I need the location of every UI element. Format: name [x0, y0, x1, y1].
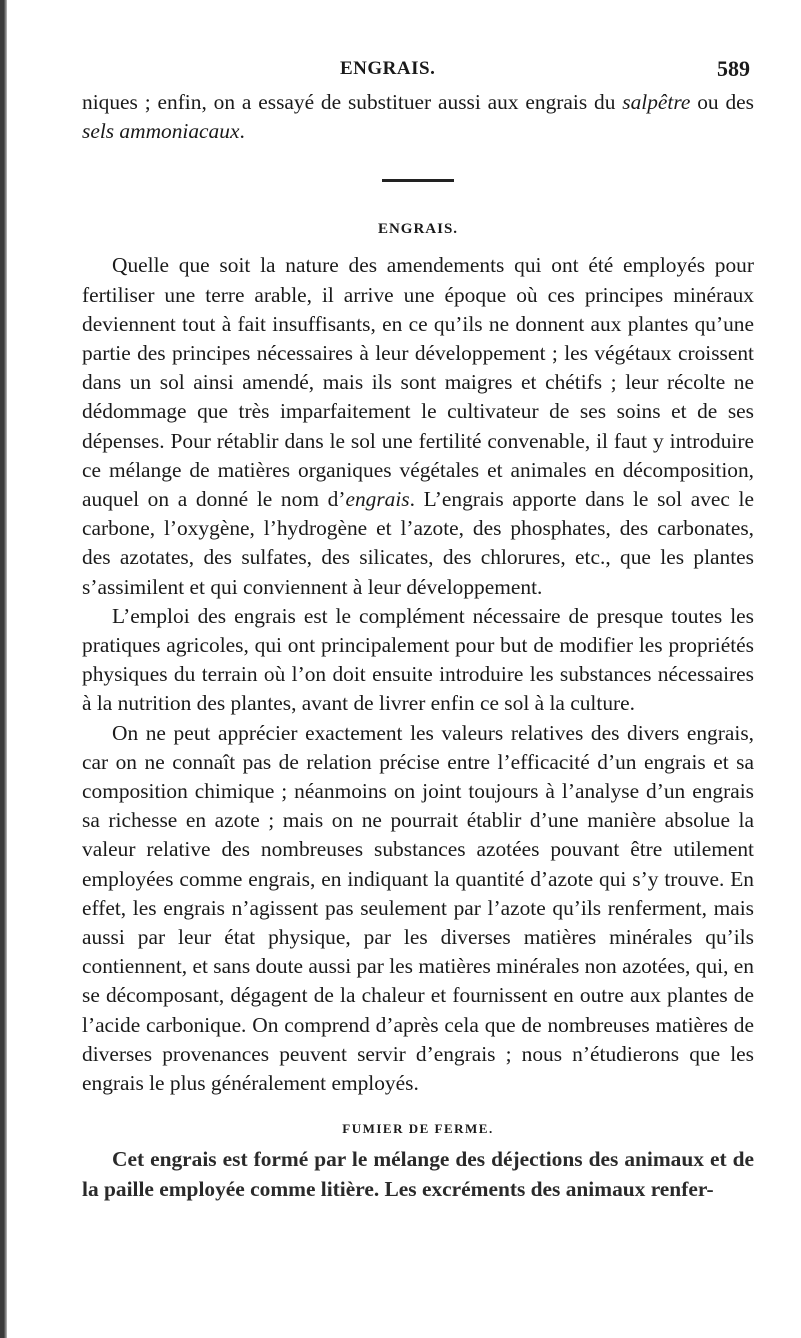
- paragraph-valeurs: On ne peut apprécier exactement les valeurs relatives des divers engrais, car on ne connaît pas de relation précise entre l’efficacité d’un engrais et sa composition chimique ; néanmoins on joint toujours à l’analyse d’un engrais sa richesse en azote ; mais on ne pourrait établir d’une manière absolue la valeur relative des nombreuses substances azotées pouvant être utilement employées comme engrais, en indiquant la quantité d’azote qui s’y trouve. En effet, les engrais n’agissent pas seulement par l’azote qu’ils renferment, mais aussi par leur état physique, par les diverses matières minérales qu’ils contiennent, et sans doute aussi par les matières minérales non azotées, qui, en se décomposant, dégagent de la chaleur et fournissent en outre aux plantes de l’acide carbonique. On comprend d’après cela que de nombreuses matières de diverses provenances peuvent servir d’engrais ; nous n’étudierons que les engrais le plus généralement employés.: [82, 720, 754, 1096]
- running-title: ENGRAIS.: [340, 58, 436, 79]
- term-salpetre: salpêtre: [622, 90, 691, 114]
- paragraph-fumier: Cet engrais est formé par le mélange des déjections des animaux et de la paille employée comme litière. Les excréments des animaux renfer-: [82, 1147, 754, 1201]
- continuation-text: niques ; enfin, on a essayé de substituer aussi aux engrais du: [82, 90, 623, 114]
- term-sels-ammoniacaux: sels ammoniacaux: [82, 119, 240, 144]
- page-number: 589: [717, 56, 750, 81]
- continuation-paragraph: [82, 88, 754, 146]
- continuation-text-2: ou des: [690, 90, 754, 114]
- section-heading-engrais: ENGRAIS.: [377, 221, 459, 238]
- page-header: [82, 58, 752, 86]
- paragraph-amendements: [82, 251, 754, 601]
- page-body: [82, 88, 754, 1204]
- continuation-text-3: .: [239, 119, 245, 144]
- paragraph-text-end: . L’engrais apporte dans le sol avec le carbone, l’oxygène, l’hydrogène et l’azote, des phosphates, des carbonates, des azotates, des sulfates, des silicates, des chlorures, etc., que les plantes s’assimilent et qui conviennent à leur développement.: [82, 487, 754, 599]
- paragraph-emploi: L’emploi des engrais est le complément nécessaire de presque toutes les pratiques agricoles, qui ont principalement pour but de modifier les propriétés physiques du terrain où l’on doit ensuite introduire les substances nécessaires à la nutrition des plantes, avant de livrer enfin ce sol à la culture.: [82, 603, 754, 716]
- section-divider: [382, 179, 454, 182]
- paragraph-text: Quelle que soit la nature des amendements qui ont été employés pour fertiliser une terre arable, il arrive une époque où ces principes minéraux deviennent tout à fait insuffisants, en ce qu’ils ne donnent aux plantes qu’une partie des principes nécessaires à leur développement ; les végétaux croissent dans un sol ainsi amendé, mais ils sont maigres et chétifs ; leur récolte ne dédommage que très imparfaitement le cultivateur de ses soins et de ses dépenses. Pour rétablir dans le sol une fertilité convenable, il faut y introduire ce mélange de matières organiques végétales et animales en décomposition, auquel on a donné le nom d’: [82, 253, 754, 512]
- section-heading-fumier: FUMIER DE FERME.: [342, 1121, 494, 1137]
- term-engrais: engrais: [345, 487, 410, 512]
- page-binding-edge: [0, 0, 7, 1338]
